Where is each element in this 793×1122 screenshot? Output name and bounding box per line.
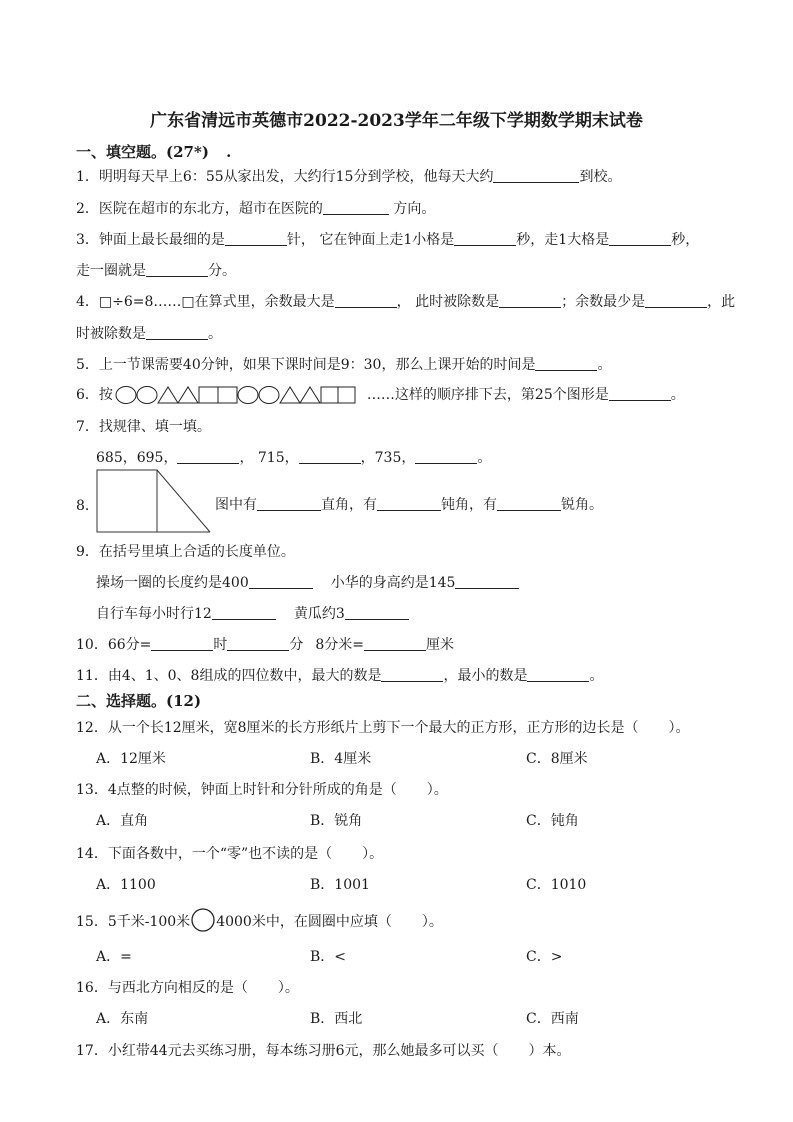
answer-blank[interactable] [454, 231, 516, 246]
q12-option-b[interactable]: B．4厘米 [310, 751, 372, 767]
q13-option-c[interactable]: C．钝角 [526, 813, 579, 829]
question-5: 5．上一节课需要40分钟，如果下课时间是9：30，那么上课开始的时间是 。 [76, 357, 612, 373]
answer-blank[interactable] [535, 356, 597, 371]
question-8: 图中有 直角，有 钝角，有 锐角。 [215, 497, 603, 513]
answer-blank[interactable] [146, 325, 208, 340]
question-4: 4．□÷6=8……□在算式里，余数最大是 ， 此时被除数是 ；余数最少是 ，此 [76, 294, 736, 310]
q13-option-b[interactable]: B．锐角 [310, 813, 363, 829]
answer-blank[interactable] [323, 200, 389, 215]
question-4-cont: 时被除数是 。 [76, 326, 222, 342]
question-13: 13．4点整的时候，钟面上时针和分针所成的角是（ ）。 [76, 782, 448, 798]
q14-option-a[interactable]: A．1100 [96, 877, 156, 893]
compare-circle-icon[interactable] [191, 908, 215, 932]
question-2: 2．医院在超市的东北方，超市在医院的 方向。 [76, 201, 436, 217]
answer-blank[interactable] [146, 262, 208, 277]
question-12: 12．从一个长12厘米，宽8厘米的长方形纸片上剪下一个最大的正方形，正方形的边长是（ ）。 [76, 720, 690, 736]
question-15: 15．5千米-100米 4000米中，在圆圈中应填（ ）。 [76, 908, 443, 932]
q15-option-a[interactable]: A．= [96, 949, 132, 965]
q16-option-c[interactable]: C．西南 [526, 1011, 579, 1027]
question-7-sequence: 685，695， ， 715， ，735， 。 [96, 450, 492, 466]
answer-blank[interactable] [225, 231, 287, 246]
answer-blank[interactable] [497, 496, 561, 511]
q15-option-b[interactable]: B．< [310, 949, 347, 965]
question-7: 7．找规律、填一填。 [76, 419, 211, 435]
question-9: 9．在括号里填上合适的长度单位。 [76, 544, 295, 560]
answer-blank[interactable] [299, 449, 361, 464]
answer-blank[interactable] [455, 574, 519, 589]
question-3: 3．钟面上最长最细的是 针， 它在钟面上走1小格是 秒，走1大格是 秒， [76, 232, 700, 248]
q13-option-a[interactable]: A．直角 [96, 813, 149, 829]
answer-blank[interactable] [364, 636, 426, 651]
answer-blank[interactable] [609, 386, 671, 401]
q12-option-a[interactable]: A．12厘米 [96, 751, 166, 767]
question-9-row2: 自行车每小时行12 黄瓜约3 [96, 603, 409, 623]
question-11: 11．由4、1、0、8组成的四位数中，最大的数是 ，最小的数是 。 [76, 668, 604, 684]
answer-blank[interactable] [499, 293, 561, 308]
question-17: 17．小红带44元去买练习册，每本练习册6元，那么她最多可以买（ ）本。 [76, 1043, 571, 1059]
question-1: 1．明明每天早上6：55从家出发，大约行15分到学校，他每天大约 到校。 [76, 169, 622, 185]
answer-blank[interactable] [345, 605, 409, 620]
answer-blank[interactable] [151, 636, 213, 651]
question-10: 10．66分= 时 分 8分米= 厘米 [76, 637, 454, 653]
answer-blank[interactable] [177, 449, 239, 464]
q15-option-c[interactable]: C．> [526, 949, 563, 965]
answer-blank[interactable] [257, 496, 321, 511]
question-6: 6．按 ……这样的顺序排下去，第25个图形是 。 [76, 387, 685, 403]
q14-option-c[interactable]: C．1010 [526, 877, 587, 893]
question-8-number: 8． [76, 498, 99, 514]
shape-sequence [115, 385, 357, 405]
page-title: 广东省清远市英德市2022-2023学年二年级下学期数学期末试卷 [150, 111, 643, 131]
q16-option-a[interactable]: A．东南 [96, 1011, 149, 1027]
q14-option-b[interactable]: B．1001 [310, 877, 370, 893]
answer-blank[interactable] [381, 667, 443, 682]
answer-blank[interactable] [377, 496, 441, 511]
section-heading-choice: 二、选择题。(12) [76, 692, 202, 710]
answer-blank[interactable] [609, 231, 671, 246]
question-14: 14．下面各数中，一个“零”也不读的是（ ）。 [76, 846, 384, 862]
answer-blank[interactable] [527, 667, 589, 682]
section-heading-fill-in: 一、填空题。(27*) . [76, 143, 232, 161]
trapezoid-figure [96, 469, 212, 533]
answer-blank[interactable] [645, 293, 707, 308]
answer-blank[interactable] [249, 574, 313, 589]
shape-pattern-icon [115, 385, 357, 405]
question-3-cont: 走一圈就是 分。 [76, 263, 236, 279]
question-9-row1: 操场一圈的长度约是400 小华的身高约是145 [96, 572, 519, 592]
answer-blank[interactable] [227, 636, 289, 651]
q12-option-c[interactable]: C．8厘米 [526, 751, 588, 767]
answer-blank[interactable] [415, 449, 477, 464]
answer-blank[interactable] [212, 605, 276, 620]
question-16: 16．与西北方向相反的是（ ）。 [76, 980, 299, 996]
answer-blank[interactable] [493, 168, 579, 183]
answer-blank[interactable] [335, 293, 397, 308]
q16-option-b[interactable]: B．西北 [310, 1011, 363, 1027]
